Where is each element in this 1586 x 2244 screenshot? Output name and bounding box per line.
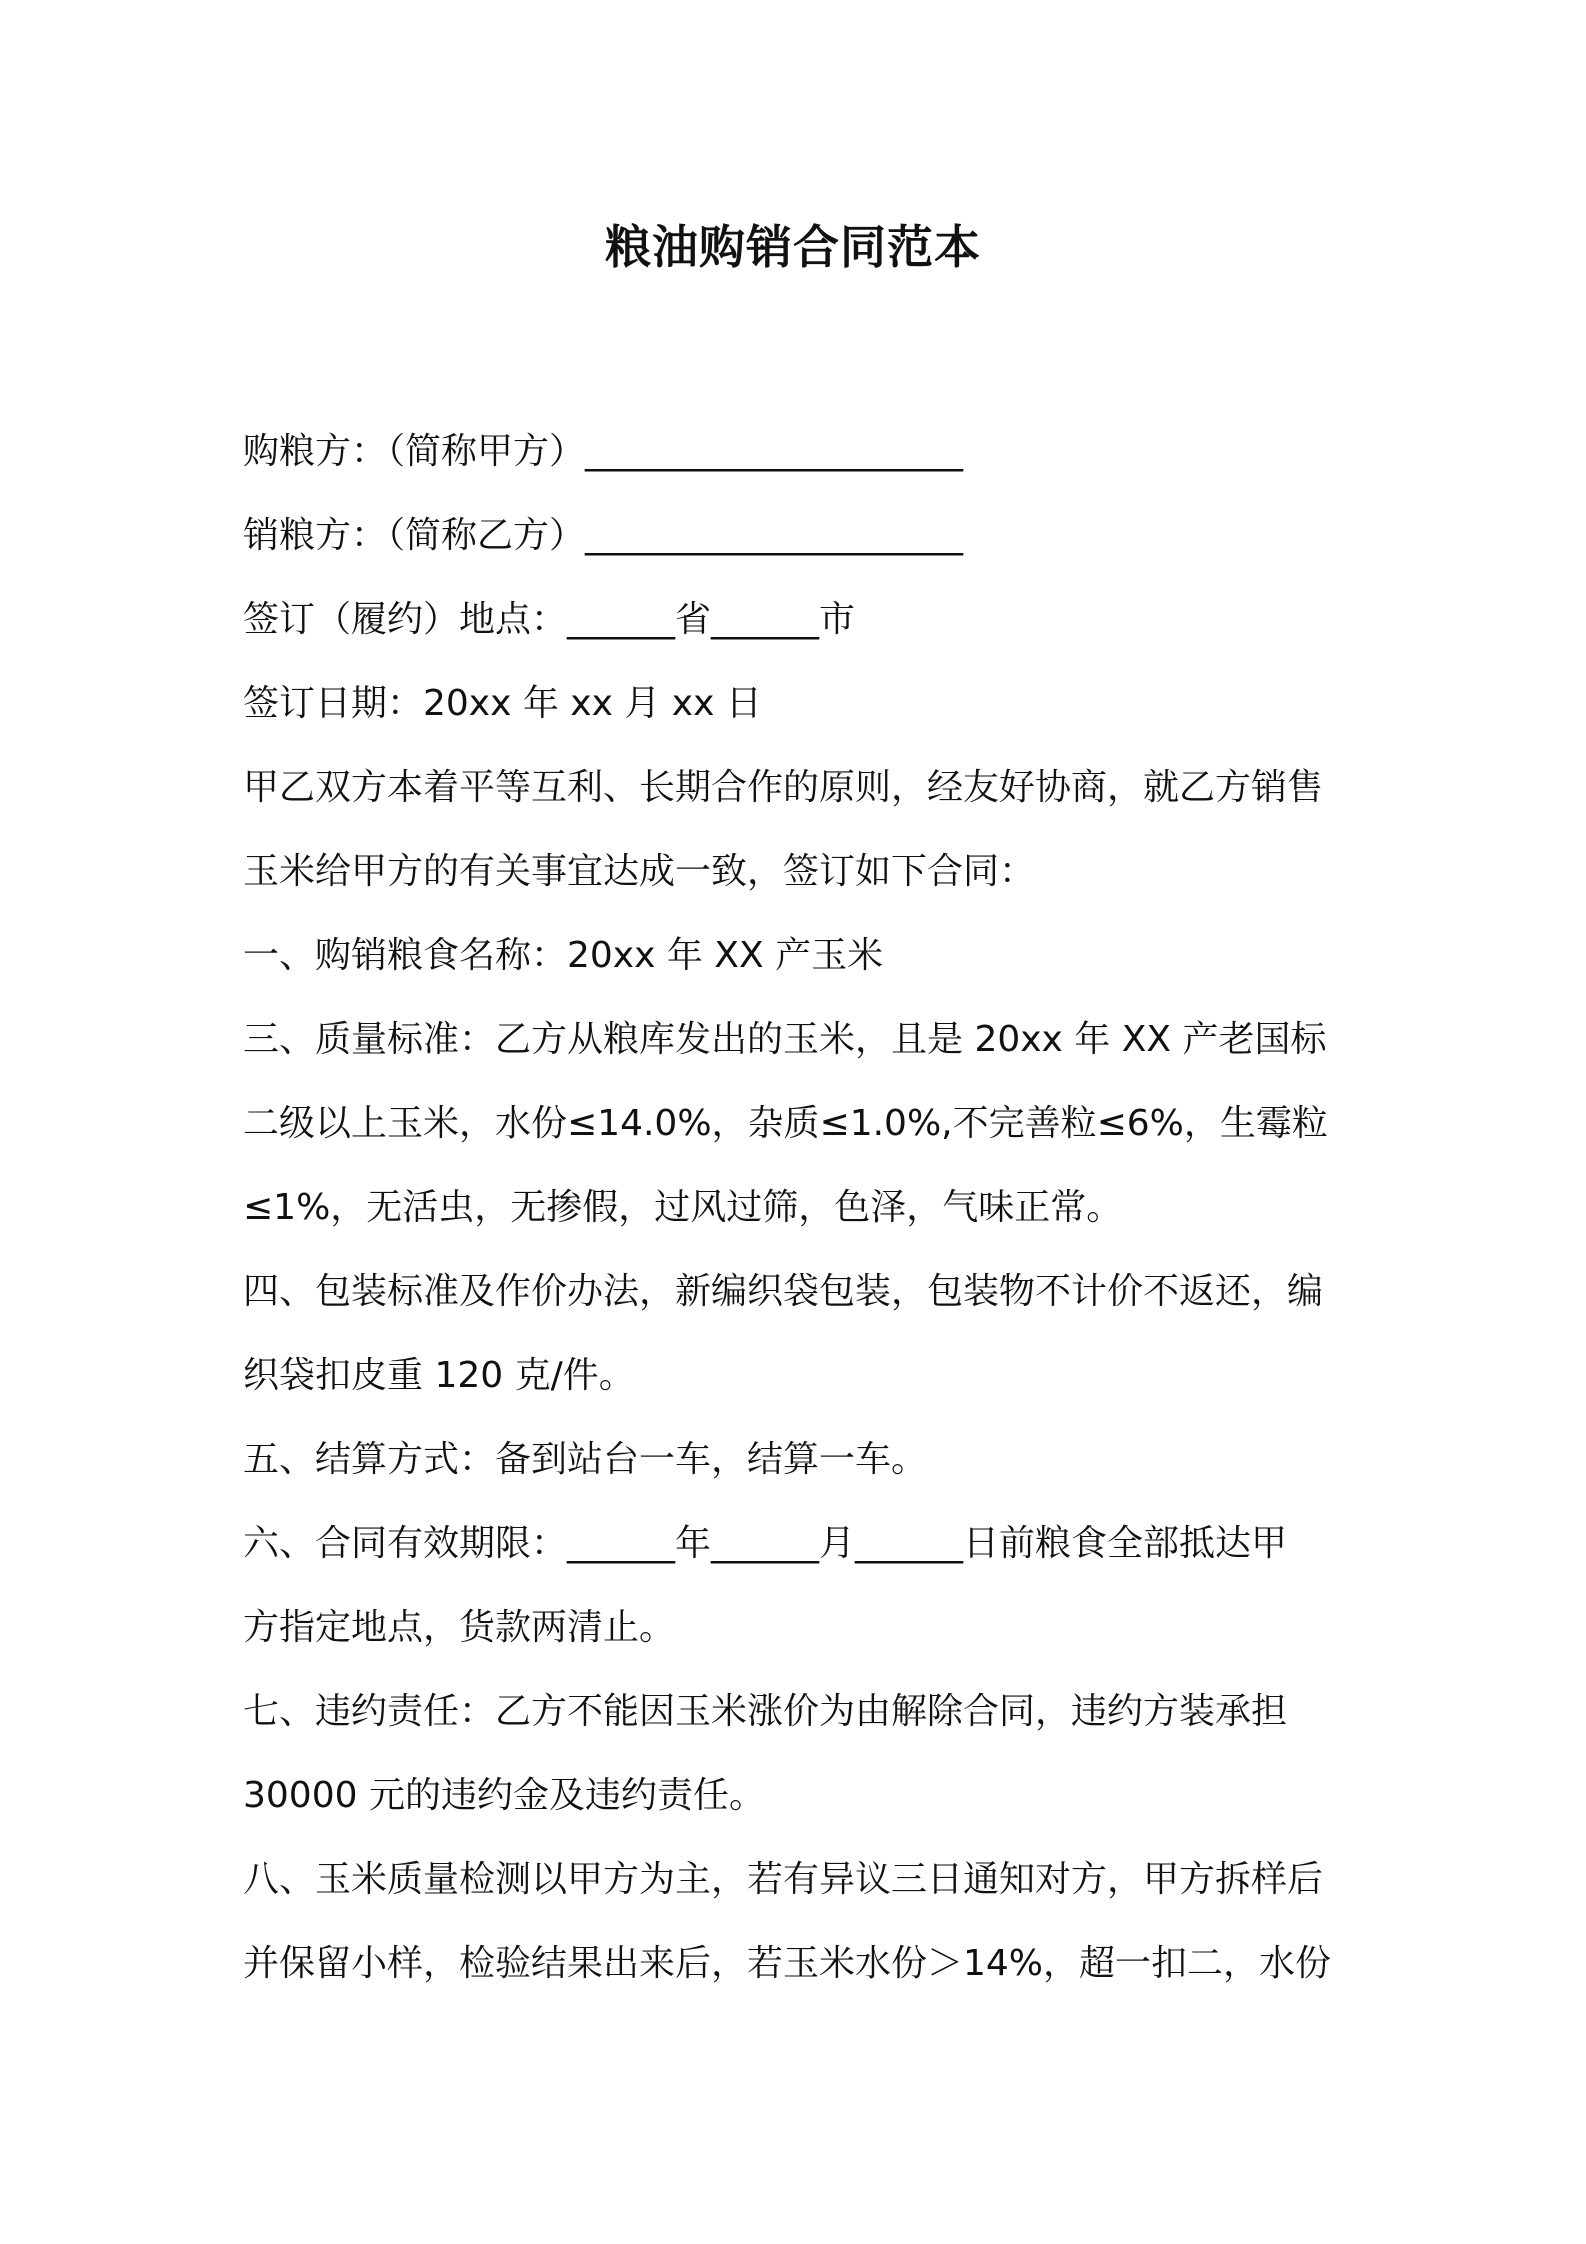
clause-3-line-2: 二级以上玉米，水份≤14.0%，杂质≤1.0%,不完善粒≤6%，生霉粒: [243, 1103, 1328, 1144]
party-b-line: 销粮方：（简称乙方）_____________________: [243, 515, 964, 556]
clause-1-line: 一、购销粮食名称：20xx 年 XX 产玉米: [243, 935, 884, 976]
document-title: 粮油购销合同范本: [605, 220, 981, 274]
preamble-line-2: 玉米给甲方的有关事宜达成一致，签订如下合同：: [243, 851, 1036, 892]
document-body: [243, 410, 1351, 2006]
clause-3-line-3: ≤1%，无活虫，无掺假，过风过筛，色泽，气味正常。: [243, 1187, 1123, 1228]
clause-6-line-1: 六、合同有效期限：______年______月______日前粮食全部抵达甲: [243, 1523, 1288, 1564]
clause-3-line-1: 三、质量标准：乙方从粮库发出的玉米，且是 20xx 年 XX 产老国标: [243, 1019, 1327, 1060]
party-a-line: 购粮方：（简称甲方）_____________________: [243, 431, 964, 472]
clause-8-line-2: 并保留小样，检验结果出来后，若玉米水份＞14%，超一扣二，水份: [243, 1943, 1332, 1984]
clause-4-line-2: 织袋扣皮重 120 克/件。: [243, 1355, 635, 1396]
clause-7-line-1: 七、违约责任：乙方不能因玉米涨价为由解除合同，违约方装承担: [243, 1691, 1288, 1732]
clause-8-line-1: 八、玉米质量检测以甲方为主，若有异议三日通知对方，甲方拆样后: [243, 1859, 1324, 1900]
signing-date-line: 签订日期：20xx 年 xx 月 xx 日: [243, 683, 762, 724]
clause-4-line-1: 四、包装标准及作价办法，新编织袋包装，包装物不计价不返还，编: [243, 1271, 1324, 1312]
clause-5-line: 五、结算方式：备到站台一车，结算一车。: [243, 1439, 928, 1480]
clause-7-line-2: 30000 元的违约金及违约责任。: [243, 1775, 765, 1816]
clause-6-line-2: 方指定地点，货款两清止。: [243, 1607, 676, 1648]
signing-location-line: 签订（履约）地点：______省______市: [243, 599, 856, 640]
preamble-line-1: 甲乙双方本着平等互利、长期合作的原则，经友好协商，就乙方销售: [243, 767, 1324, 808]
